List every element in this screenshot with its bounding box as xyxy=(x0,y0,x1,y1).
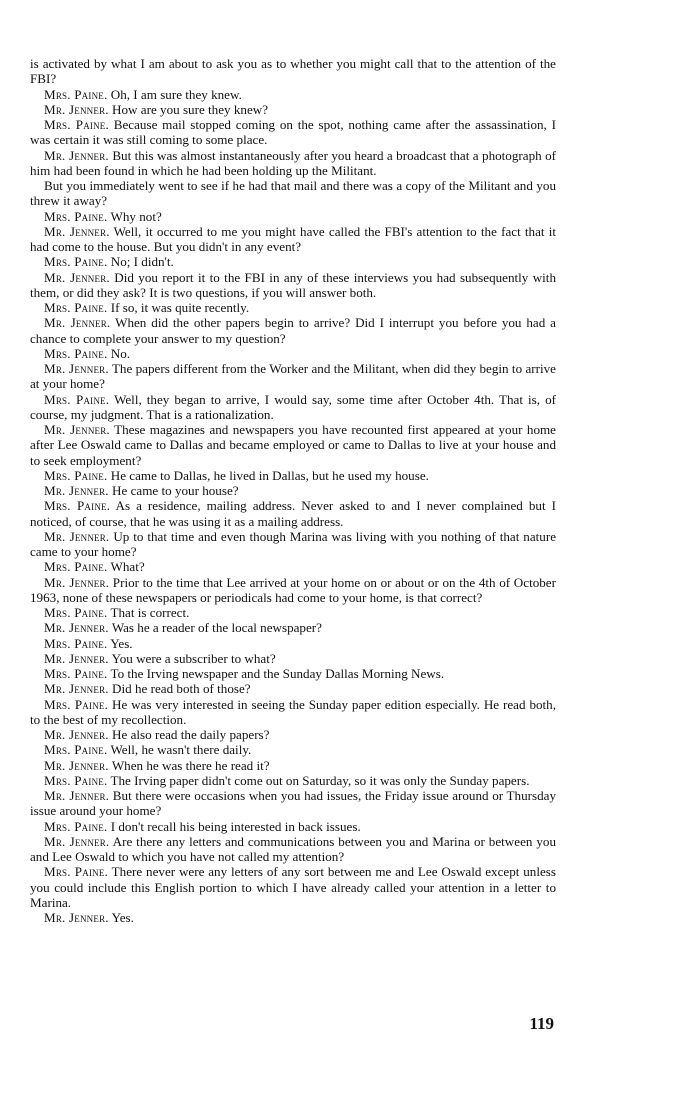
speaker-name: Mrs. Paine. xyxy=(44,498,111,514)
transcript-paragraph xyxy=(30,148,556,179)
transcript-paragraph xyxy=(30,315,556,346)
transcript-paragraph xyxy=(30,605,556,620)
transcript-paragraph xyxy=(30,254,556,269)
transcript-paragraph xyxy=(30,483,556,498)
speaker-name: Mrs. Paine. xyxy=(44,467,108,483)
paragraph-text: Well, they began to arrive, I would say, some time after October 4th. That is, of course, my judgment. That is a rationalization. xyxy=(30,391,557,422)
speaker-name: Mr. Jenner. xyxy=(44,269,110,285)
speaker-name: Mr. Jenner. xyxy=(44,361,109,376)
paragraph-text: I don't recall his being interested in back issues. xyxy=(110,818,361,834)
speaker-name: Mr. Jenner. xyxy=(44,620,109,636)
speaker-name: Mrs. Paine. xyxy=(44,742,108,758)
transcript-paragraph xyxy=(30,300,556,315)
speaker-name: Mrs. Paine. xyxy=(44,696,109,712)
speaker-name: Mr. Jenner. xyxy=(44,727,109,742)
transcript-paragraph xyxy=(30,422,556,468)
transcript-paragraph xyxy=(30,559,556,574)
transcript-paragraph xyxy=(30,788,556,819)
paragraph-text: Was he a reader of the local newspaper? xyxy=(111,620,322,636)
paragraph-text: When did the other papers begin to arrive? Did I interrupt you before you had a chance to complete your answer to my question? xyxy=(30,315,556,346)
transcript-paragraph xyxy=(30,117,556,148)
transcript-paragraph xyxy=(30,773,556,788)
paragraph-text: Yes. xyxy=(111,910,134,925)
speaker-name: Mr. Jenner. xyxy=(44,147,109,163)
paragraph-text: But there were occasions when you had issues, the Friday issue around or Thursday issue around your home? xyxy=(30,788,556,819)
transcript-paragraph xyxy=(30,651,556,666)
speaker-name: Mr. Jenner. xyxy=(44,223,110,239)
paragraph-text: Well, it occurred to me you might have called the FBI's attention to the fact that it had come to the house. But you didn't in any event? xyxy=(30,223,556,254)
transcript-body xyxy=(30,56,556,925)
transcript-paragraph xyxy=(30,758,556,773)
paragraph-text: But this was almost instantaneously after you heard a broadcast that a photograph of him had been found in which he had been holding up the Militant. xyxy=(30,147,556,178)
transcript-paragraph xyxy=(30,620,556,635)
speaker-name: Mr. Jenner. xyxy=(44,757,109,773)
paragraph-text: No; I didn't. xyxy=(110,254,174,270)
speaker-name: Mrs. Paine. xyxy=(44,559,108,575)
transcript-paragraph xyxy=(30,697,556,728)
paragraph-text: There never were any letters of any sort between me and Lee Oswald except unless you could include this English portion to which I have already called your attention in a letter to Marina. xyxy=(30,864,556,910)
transcript-paragraph xyxy=(30,575,556,606)
speaker-name: Mr. Jenner. xyxy=(44,422,110,437)
speaker-name: Mrs. Paine. xyxy=(44,86,108,102)
speaker-name: Mrs. Paine. xyxy=(44,818,108,834)
speaker-name: Mr. Jenner. xyxy=(44,650,109,666)
paragraph-text: The Irving paper didn't come out on Saturday, so it was only the Sunday papers. xyxy=(110,772,530,788)
transcript-paragraph xyxy=(30,727,556,742)
transcript-paragraph xyxy=(30,636,556,651)
paragraph-text: How are you sure they knew? xyxy=(112,101,269,117)
paragraph-text: To the Irving newspaper and the Sunday Dallas Morning News. xyxy=(110,666,445,681)
speaker-name: Mrs. Paine. xyxy=(44,391,110,407)
speaker-name: Mrs. Paine. xyxy=(44,605,108,620)
paragraph-text: As a residence, mailing address. Never asked to and I never complained but I noticed, of course, that he was using it as a mailing address. xyxy=(30,498,556,529)
transcript-paragraph xyxy=(30,270,556,301)
transcript-paragraph xyxy=(30,209,556,224)
speaker-name: Mr. Jenner. xyxy=(44,681,109,697)
speaker-name: Mr. Jenner. xyxy=(44,833,110,849)
transcript-paragraph xyxy=(30,529,556,560)
speaker-name: Mrs. Paine. xyxy=(44,772,108,788)
paragraph-text: You were a subscriber to what? xyxy=(111,650,276,666)
transcript-paragraph xyxy=(30,864,556,910)
transcript-paragraph xyxy=(30,392,556,423)
transcript-paragraph xyxy=(30,910,556,925)
speaker-name: Mrs. Paine. xyxy=(44,666,108,681)
paragraph-text: No. xyxy=(110,345,131,361)
transcript-paragraph xyxy=(30,102,556,117)
speaker-name: Mr. Jenner. xyxy=(44,315,111,331)
paragraph-text: When he was there he read it? xyxy=(111,757,270,773)
speaker-name: Mr. Jenner. xyxy=(44,101,109,117)
paragraph-text: Up to that time and even though Marina was living with you nothing of that nature came to your home? xyxy=(30,528,557,559)
transcript-paragraph xyxy=(30,666,556,681)
transcript-paragraph xyxy=(30,178,556,209)
speaker-name: Mrs. Paine. xyxy=(44,208,108,224)
paragraph-text: He came to your house? xyxy=(112,483,239,498)
paragraph-text: Why not? xyxy=(110,208,162,224)
speaker-name: Mr. Jenner. xyxy=(44,788,110,803)
speaker-name: Mr. Jenner. xyxy=(44,528,110,544)
paragraph-text: is activated by what I am about to ask you as to whether you might call that to the attention of the FBI? xyxy=(30,56,556,87)
speaker-name: Mrs. Paine. xyxy=(44,117,109,132)
paragraph-text: What? xyxy=(110,559,145,575)
transcript-paragraph xyxy=(30,742,556,757)
paragraph-text: He also read the daily papers? xyxy=(112,727,270,742)
transcript-paragraph xyxy=(30,498,556,529)
paragraph-text: Did you report it to the FBI in any of these interviews you had subsequently with them, or did they ask? It is two questions, if you will answer both. xyxy=(30,269,556,300)
transcript-paragraph xyxy=(30,224,556,255)
transcript-paragraph xyxy=(30,346,556,361)
speaker-name: Mrs. Paine. xyxy=(44,300,108,315)
paragraph-text: That is correct. xyxy=(110,605,190,620)
paragraph-text: Oh, I am sure they knew. xyxy=(110,86,242,102)
transcript-paragraph xyxy=(30,819,556,834)
paragraph-text: Yes. xyxy=(110,635,133,651)
paragraph-text: But you immediately went to see if he had that mail and there was a copy of the Militant and you threw it away? xyxy=(30,178,556,209)
transcript-paragraph xyxy=(30,87,556,102)
transcript-paragraph xyxy=(30,468,556,483)
paragraph-text: He was very interested in seeing the Sunday paper edition especially. He read both, to the best of my recollection. xyxy=(30,696,556,727)
paragraph-text: The papers different from the Worker and the Militant, when did they begin to arrive at your home? xyxy=(30,361,556,392)
transcript-paragraph xyxy=(30,361,556,392)
paragraph-text: Because mail stopped coming on the spot, nothing came after the assassination, I was certain it was still coming to some place. xyxy=(30,117,556,148)
speaker-name: Mr. Jenner. xyxy=(44,483,109,498)
paragraph-text: Are there any letters and communications between you and Marina or between you and Lee Oswald to which you have not called my attention? xyxy=(30,833,556,864)
paragraph-text: He came to Dallas, he lived in Dallas, but he used my house. xyxy=(110,467,429,483)
transcript-paragraph xyxy=(30,834,556,865)
speaker-name: Mrs. Paine. xyxy=(44,254,108,270)
speaker-name: Mrs. Paine. xyxy=(44,635,108,651)
speaker-name: Mr. Jenner. xyxy=(44,574,110,590)
paragraph-text: Did he read both of those? xyxy=(112,681,251,697)
speaker-name: Mrs. Paine. xyxy=(44,864,109,880)
speaker-name: Mrs. Paine. xyxy=(44,345,108,361)
speaker-name: Mr. Jenner. xyxy=(44,910,109,925)
paragraph-text: If so, it was quite recently. xyxy=(110,300,250,315)
paragraph-text: These magazines and newspapers you have recounted first appeared at your home after Lee Oswald came to Dallas and became employed or came to Dallas to live at your house and to seek employment? xyxy=(30,422,556,468)
page-number: 119 xyxy=(529,1014,554,1033)
transcript-paragraph xyxy=(30,56,556,87)
paragraph-text: Prior to the time that Lee arrived at your home on or about or on the 4th of October 1963, none of these newspapers or periodicals had come to your home, is that correct? xyxy=(30,574,556,605)
transcript-paragraph xyxy=(30,681,556,696)
paragraph-text: Well, he wasn't there daily. xyxy=(110,742,252,758)
